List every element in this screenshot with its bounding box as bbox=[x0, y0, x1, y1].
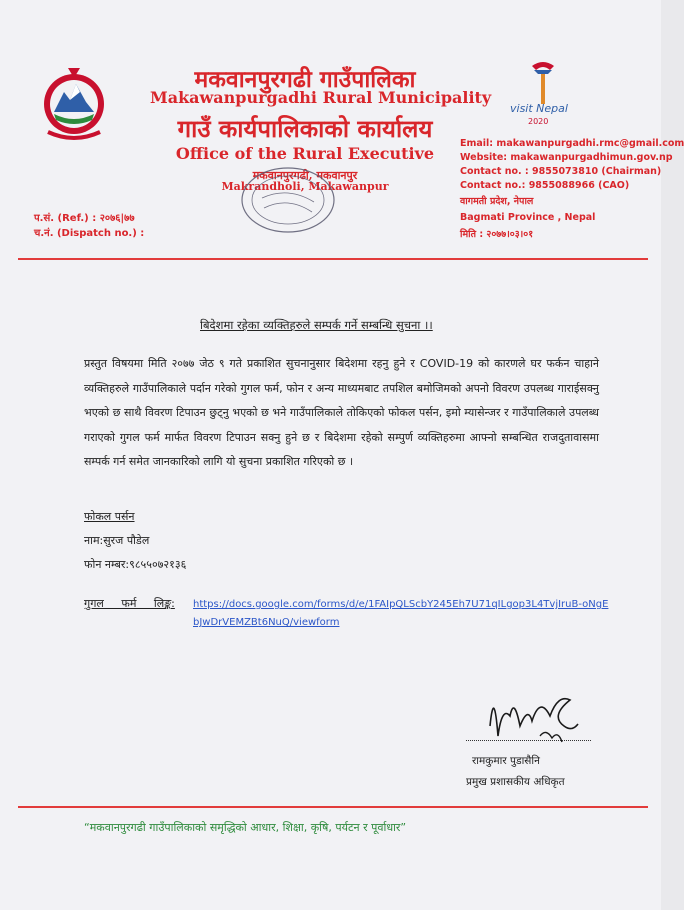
visit-nepal-text: visit Nepal bbox=[510, 102, 568, 115]
focal-person-heading: फोकल पर्सन bbox=[84, 510, 135, 523]
google-form-link[interactable]: https://docs.google.com/forms/d/e/1FAIpQLScbY245Eh7U71qILgop3L4TvjIruB-oNgEbJwDrVEMZBt6NuQ/viewform bbox=[193, 599, 609, 628]
visit-nepal-year: 2020 bbox=[528, 117, 549, 126]
footer-slogan: “मकवानपुरगढी गाउँपालिकाको समृद्धिको आधार, शिक्षा, कृषि, पर्यटन र पूर्वाधार” bbox=[84, 821, 407, 834]
focal-person-phone: फोन नम्बर:९८५५०७२१३६ bbox=[84, 558, 187, 571]
focal-person-name: नाम:सुरज पौडेल bbox=[84, 534, 150, 547]
letter-date: मिति : २०७७।०३।०१ bbox=[460, 229, 534, 240]
letter-body: प्रस्तुत विषयमा मिति २०७७ जेठ ९ गते प्रकाशित सुचनानुसार बिदेशमा रहनु हुने र COVID-19 को कारणले घर फर्कन चाहाने व्यक्तिहरुले गाउँपालिकाले पर्दान गरेको गुगल फर्म, फोन र अन्य माध्यमबाट तपशिल बमोजिमको अपनो विवरण उपलब्ध गाराईसक्नु भएको छ साथै विवरण टिपाउन छुट्नु भएको छ भने गाउँपालिकाले तोकिएको फोकल पर्सन, इमो म्यासेन्जर र गाउँपालिकाले उपलब्ध गराएको गुगल फर्म मार्फत विवरण टिपाउन सक्नु हुने छ र बिदेशमा रहेको सम्पुर्ण व्यक्तिहरुमा आफ्नो सम्बन्धित राजदुतावासमा सम्पर्क गर्न समेत जानकारिको लागि यो सुचना प्रकाशित गरिएको छ । bbox=[84, 357, 599, 468]
contact-cao: Contact no.: 9855088966 (CAO) bbox=[460, 180, 630, 191]
visit-nepal-logo bbox=[508, 58, 578, 130]
dispatch-number: च.नं. (Dispatch no.) : bbox=[34, 228, 145, 239]
office-name-en: Office of the Rural Executive bbox=[175, 144, 435, 163]
province-en: Bagmati Province , Nepal bbox=[460, 212, 596, 223]
contact-chairman: Contact no. : 9855073810 (Chairman) bbox=[460, 166, 662, 177]
signature-icon bbox=[480, 676, 590, 756]
address-en: Makrandholi, Makawanpur bbox=[221, 180, 389, 193]
address-np: मकवानपुरगढी, मकवानपुर bbox=[252, 169, 358, 182]
nepal-emblem-icon bbox=[40, 62, 108, 142]
footer-divider bbox=[18, 806, 648, 808]
signatory-title: प्रमुख प्रशासकीय अधिकृत bbox=[466, 776, 565, 788]
office-stamp-icon bbox=[232, 158, 342, 238]
municipality-name-np: मकवानपुरगढी गाउँपालिका bbox=[194, 66, 416, 93]
signatory-name: रामकुमार पुडासैनि bbox=[472, 755, 540, 767]
reference-number: प.सं. (Ref.) : २०७६|७७ bbox=[34, 213, 135, 224]
header-divider bbox=[18, 258, 648, 260]
office-name-np: गाउँ कार्यपालिकाको कार्यालय bbox=[177, 114, 433, 143]
contact-website: Website: makawanpurgadhimun.gov.np bbox=[460, 152, 673, 163]
signature-line bbox=[466, 740, 591, 741]
province-np: वागमती प्रदेश, नेपाल bbox=[460, 196, 534, 207]
letter-subject: बिदेशमा रहेका व्यक्तिहरुले सम्पर्क गर्ने सम्बन्धि सुचना ।। bbox=[200, 318, 433, 332]
contact-email: Email: makawanpurgadhi.rmc@gmail.com bbox=[460, 138, 684, 149]
google-form-label: गुगल फर्म लिङ्क: bbox=[84, 597, 175, 610]
municipality-name-en: Makawanpurgadhi Rural Municipality bbox=[150, 88, 492, 107]
